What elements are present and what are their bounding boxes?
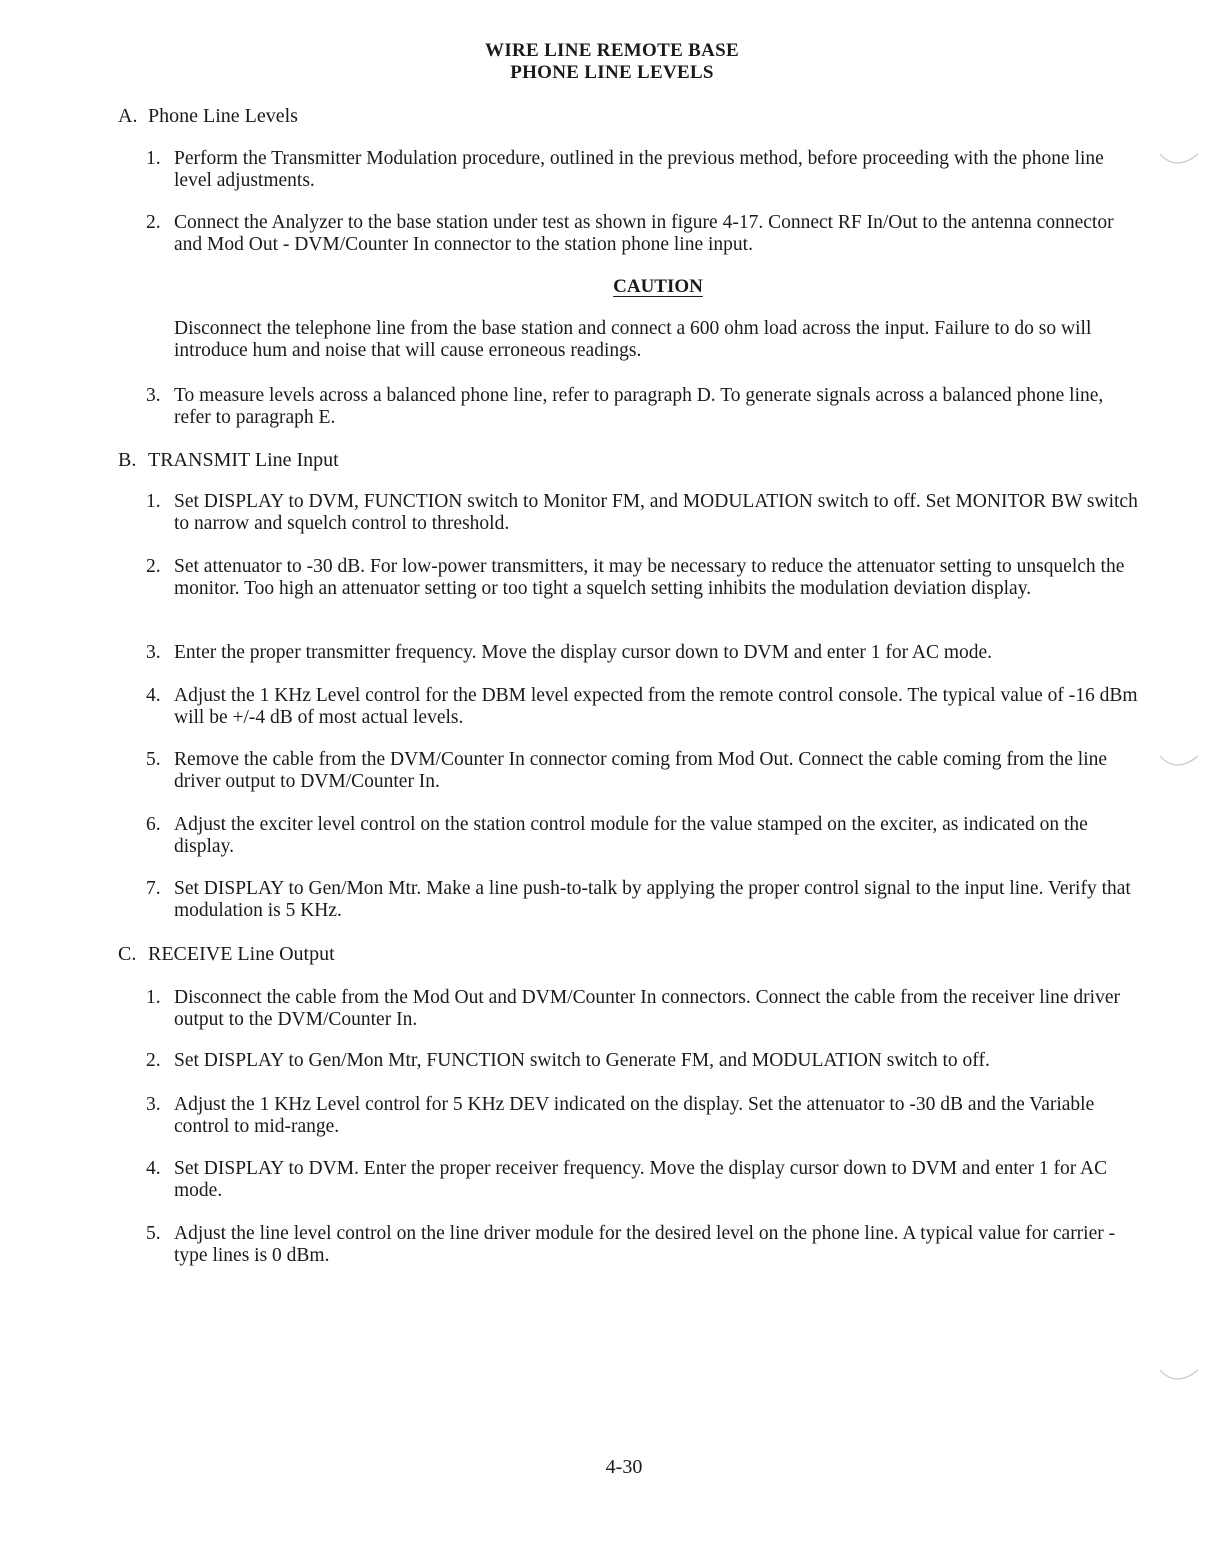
item-text: Set DISPLAY to DVM, FUNCTION switch to Monitor FM, and MODULATION switch to off. Set MONITOR BW switch to narrow and squelch control to threshold.: [174, 491, 1138, 534]
list-item: [146, 749, 1140, 793]
item-number: 3.: [146, 385, 161, 406]
page-title-line-2: PHONE LINE LEVELS: [510, 62, 714, 83]
item-number: 4.: [146, 1158, 161, 1179]
scan-mark-icon: [1158, 150, 1202, 170]
item-text: Set DISPLAY to Gen/Mon Mtr. Make a line push-to-talk by applying the proper control signal to the input line. Verify that modulation is 5 KHz.: [174, 878, 1131, 921]
list-item: [146, 1158, 1140, 1202]
item-text: Perform the Transmitter Modulation procedure, outlined in the previous method, before proceeding with the phone line level adjustments.: [174, 148, 1104, 191]
list-item: [146, 1050, 1140, 1072]
list-item: [146, 1094, 1140, 1138]
item-number: 7.: [146, 878, 161, 899]
item-number: 3.: [146, 1094, 161, 1115]
list-item: [146, 642, 1140, 664]
list-item: [146, 987, 1140, 1031]
section-title: RECEIVE Line Output: [148, 943, 335, 965]
item-text: Set DISPLAY to Gen/Mon Mtr, FUNCTION switch to Generate FM, and MODULATION switch to off.: [174, 1050, 990, 1071]
item-text: Adjust the 1 KHz Level control for the DBM level expected from the remote control console. The typical value of -16 dBm will be +/-4 dB of most actual levels.: [174, 685, 1138, 728]
item-number: 3.: [146, 642, 161, 663]
list-item: [146, 212, 1140, 256]
item-text: Remove the cable from the DVM/Counter In connector coming from Mod Out. Connect the cable coming from the line driver output to DVM/Counter In.: [174, 749, 1108, 792]
caution-heading: [0, 276, 1224, 298]
scan-mark-icon: [1158, 1366, 1202, 1386]
item-number: 5.: [146, 1223, 161, 1244]
list-item: [146, 685, 1140, 729]
item-number: 6.: [146, 814, 161, 835]
page-number: 4-30: [605, 1456, 643, 1478]
section-c-heading: [118, 942, 335, 966]
list-item: [146, 814, 1140, 858]
caution-label: CAUTION: [613, 276, 703, 297]
item-text: To measure levels across a balanced phone line, refer to paragraph D. To generate signals across a balanced phone line, refer to paragraph E.: [174, 385, 1104, 428]
page-title-line-1: WIRE LINE REMOTE BASE: [485, 40, 739, 61]
item-text: Enter the proper transmitter frequency. Move the display cursor down to DVM and enter 1 for AC mode.: [174, 642, 993, 663]
item-text: Adjust the exciter level control on the station control module for the value stamped on the exciter, as indicated on the display.: [174, 814, 1088, 857]
section-b-heading: [118, 448, 339, 472]
caution-text: Disconnect the telephone line from the base station and connect a 600 ohm load across the input. Failure to do so will introduce hum and noise that will cause erroneous readings.: [174, 318, 1092, 361]
item-number: 2.: [146, 212, 161, 233]
list-item: [146, 1223, 1140, 1267]
item-number: 2.: [146, 556, 161, 577]
item-text: Set attenuator to -30 dB. For low-power transmitters, it may be necessary to reduce the attenuator setting to unsquelch the monitor. Too high an attenuator setting or too tight a squelch setting inhibits the modulation deviation display.: [174, 556, 1125, 599]
item-text: Adjust the 1 KHz Level control for 5 KHz DEV indicated on the display. Set the attenuator to -30 dB and the Variable control to mid-range.: [174, 1094, 1095, 1137]
item-text: Connect the Analyzer to the base station under test as shown in figure 4-17. Connect RF In/Out to the antenna connector and Mod Out - DVM/Counter In connector to the station phone line input.: [174, 212, 1114, 255]
item-number: 1.: [146, 491, 161, 512]
section-letter: A.: [118, 105, 138, 127]
item-text: Adjust the line level control on the line driver module for the desired level on the phone line. A typical value for carrier - type lines is 0 dBm.: [174, 1223, 1116, 1266]
item-number: 5.: [146, 749, 161, 770]
list-item: [146, 491, 1140, 535]
list-item: [146, 148, 1140, 192]
item-number: 1.: [146, 987, 161, 1008]
list-item: [146, 556, 1140, 600]
list-item: [146, 385, 1140, 429]
section-letter: C.: [118, 943, 137, 965]
scan-mark-icon: [1158, 752, 1202, 772]
item-text: Disconnect the cable from the Mod Out and DVM/Counter In connectors. Connect the cable from the receiver line driver output to the DVM/Counter In.: [174, 987, 1120, 1030]
section-letter: B.: [118, 449, 137, 471]
section-a-heading: [118, 104, 298, 128]
item-number: 2.: [146, 1050, 161, 1071]
section-title: Phone Line Levels: [148, 105, 298, 127]
item-text: Set DISPLAY to DVM. Enter the proper receiver frequency. Move the display cursor down to DVM and enter 1 for AC mode.: [174, 1158, 1108, 1201]
section-title: TRANSMIT Line Input: [148, 449, 339, 471]
list-item: [146, 878, 1140, 922]
item-number: 1.: [146, 148, 161, 169]
item-number: 4.: [146, 685, 161, 706]
